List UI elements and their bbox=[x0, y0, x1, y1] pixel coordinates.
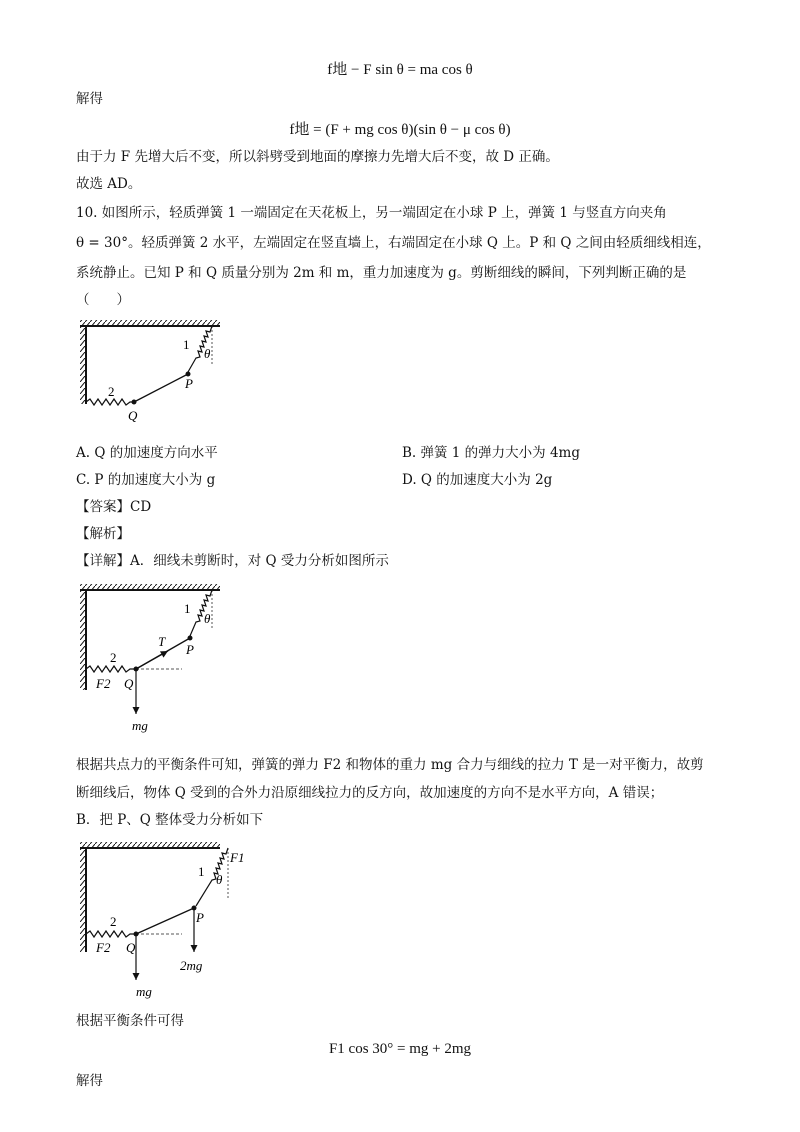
figure-pq-force-analysis bbox=[70, 838, 245, 1003]
spring-2 bbox=[86, 399, 134, 405]
label-spring-1: 1 bbox=[184, 601, 191, 616]
text-b-analysis: B．把 P、Q 整体受力分析如下 bbox=[76, 812, 264, 828]
figure-q-force-analysis bbox=[70, 580, 230, 740]
analysis-heading: 【解析】 bbox=[76, 526, 130, 542]
thread-pq bbox=[134, 374, 188, 402]
question-10-line-1: 10. 如图所示，轻质弹簧 1 一端固定在天花板上，另一端固定在小球 P 上，弹簧 1 与竖直方向夹角 bbox=[76, 205, 667, 221]
label-theta: θ bbox=[204, 346, 211, 361]
label-q: Q bbox=[124, 676, 134, 691]
label-p: P bbox=[185, 376, 193, 391]
label-spring-1: 1 bbox=[198, 864, 205, 879]
label-2mg: 2mg bbox=[180, 958, 203, 973]
label-q: Q bbox=[126, 940, 136, 955]
label-q: Q bbox=[128, 408, 138, 423]
label-spring-2: 2 bbox=[110, 650, 117, 665]
formula-1: f地 − F sin θ = ma cos θ bbox=[327, 62, 473, 78]
label-p: P bbox=[186, 642, 194, 657]
label-f2: F2 bbox=[96, 676, 111, 691]
label-p: P bbox=[196, 910, 204, 925]
label-mg: mg bbox=[136, 984, 152, 999]
text-balance: 根据平衡条件可得 bbox=[76, 1013, 184, 1029]
spring-2 bbox=[86, 931, 136, 937]
answer-text: 【答案】CD bbox=[76, 499, 152, 515]
label-theta: θ bbox=[216, 872, 223, 887]
option-c: C. P 的加速度大小为 g bbox=[76, 472, 216, 488]
label-spring-1: 1 bbox=[183, 337, 190, 352]
question-10-line-2: θ = 30°。轻质弹簧 2 水平，左端固定在竖直墙上，右端固定在小球 Q 上。P 和 Q 之间由轻质细线相连， bbox=[76, 235, 711, 251]
text-jiede-2: 解得 bbox=[76, 1073, 103, 1089]
option-d: D. Q 的加速度大小为 2g bbox=[402, 472, 553, 488]
text-conclusion: 由于力 F 先增大后不变，所以斜劈受到地面的摩擦力先增大后不变，故 D 正确。 bbox=[76, 149, 559, 165]
tension-t-arrow bbox=[136, 651, 168, 669]
label-t: T bbox=[158, 634, 166, 649]
option-a: A. Q 的加速度方向水平 bbox=[76, 445, 218, 461]
thread-pq bbox=[136, 908, 194, 934]
text-jiede-1: 解得 bbox=[76, 91, 103, 107]
label-spring-2: 2 bbox=[108, 384, 115, 399]
option-b: B. 弹簧 1 的弹力大小为 4mg bbox=[402, 445, 580, 461]
detail-a-text: 【详解】A．细线未剪断时，对 Q 受力分析如图所示 bbox=[76, 553, 389, 569]
label-spring-2: 2 bbox=[110, 914, 117, 929]
formula-2: f地 = (F + mg cos θ)(sin θ − μ cos θ) bbox=[289, 122, 511, 138]
label-f1: F1 bbox=[230, 850, 245, 865]
text-select-ad: 故选 AD。 bbox=[76, 176, 142, 192]
paragraph-1-line-1: 根据共点力的平衡条件可知，弹簧的弹力 F2 和物体的重力 mg 合力与细线的拉力 T 是一对平衡力，故剪 bbox=[76, 757, 704, 773]
question-10-paren: （ ） bbox=[76, 292, 130, 308]
label-f2: F2 bbox=[96, 940, 111, 955]
figure-question-10 bbox=[70, 316, 230, 431]
formula-3: F1 cos 30° = mg + 2mg bbox=[328, 1041, 472, 1057]
spring-2 bbox=[86, 666, 136, 672]
question-10-line-3: 系统静止。已知 P 和 Q 质量分别为 2m 和 m，重力加速度为 g。剪断细线的瞬间，下列判断正确的是 bbox=[76, 265, 687, 281]
ball-q bbox=[132, 400, 137, 405]
paragraph-1-line-2: 断细线后，物体 Q 受到的合外力沿原细线拉力的反方向，故加速度的方向不是水平方向，A 错误； bbox=[76, 785, 664, 801]
label-theta: θ bbox=[204, 611, 211, 626]
label-mg: mg bbox=[132, 718, 148, 733]
